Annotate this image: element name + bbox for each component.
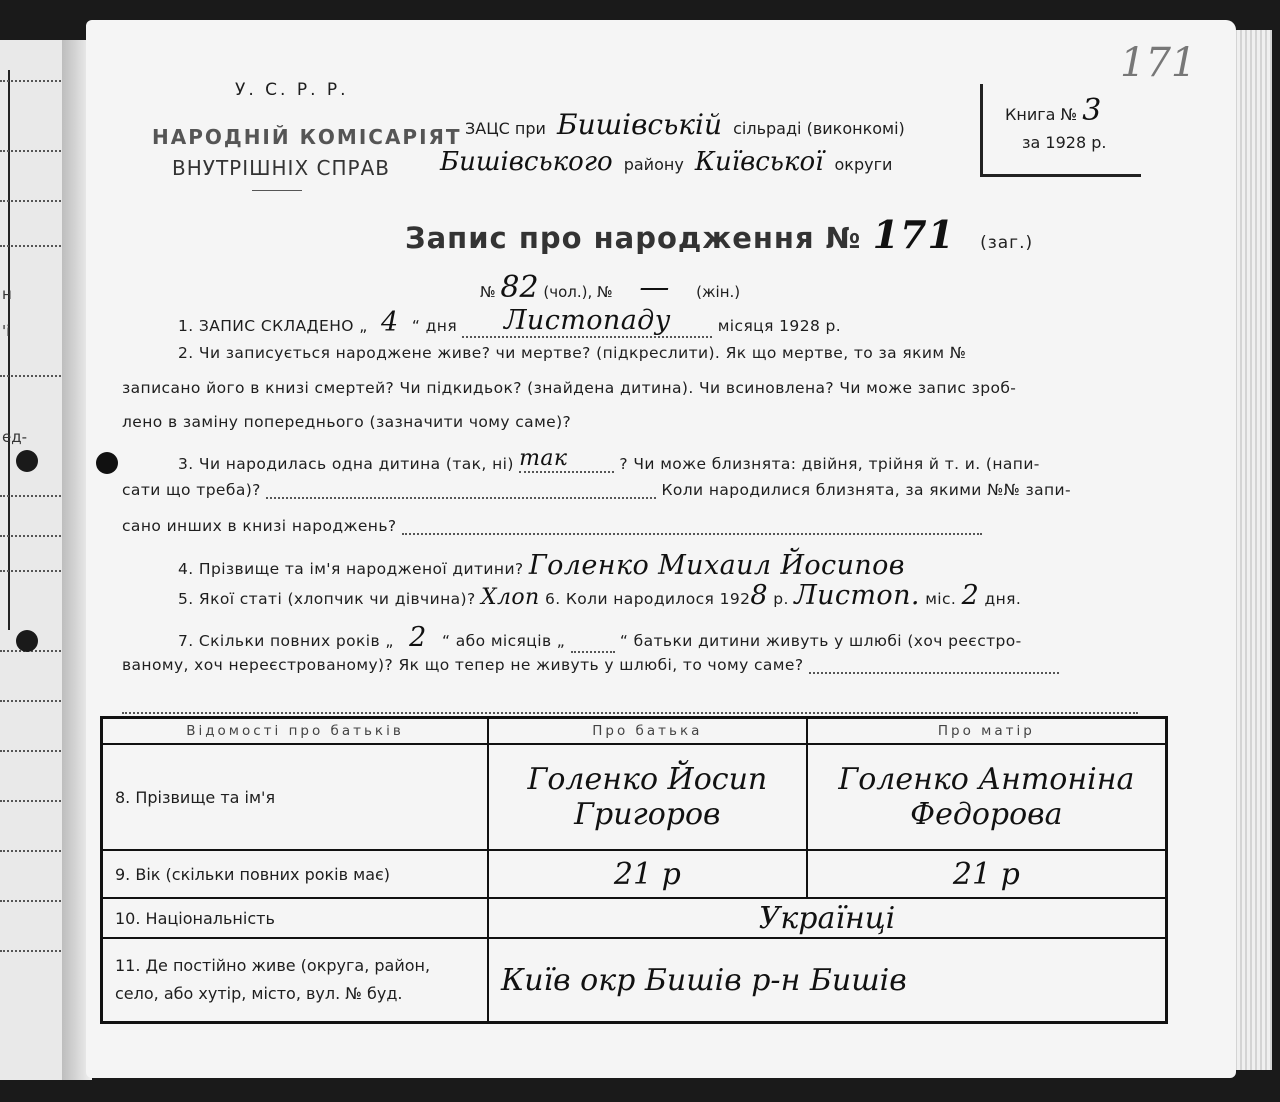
record-subnumbers xyxy=(480,270,740,305)
record-number: 171 xyxy=(872,212,955,257)
row-9-mother: 21 р xyxy=(807,850,1167,898)
item-4 xyxy=(178,550,905,581)
item-3-line-2a: сати що треба)? xyxy=(122,481,261,499)
item-6-mis: міс. xyxy=(925,590,957,608)
male-label: (чол.), № xyxy=(543,283,613,301)
zags-label: ЗАЦС при xyxy=(465,119,546,138)
item-1-suffix: місяця 1928 р. xyxy=(717,317,842,335)
table-row xyxy=(102,938,1167,1023)
item-7 xyxy=(178,622,1022,653)
item-3-line-3-text: сано инших в книзі народжень? xyxy=(122,517,397,535)
district-line xyxy=(440,147,892,177)
book-year: за 1928 р. xyxy=(1022,133,1107,152)
punch-hole xyxy=(16,450,38,472)
item-3-line-2 xyxy=(122,481,1071,499)
item-3 xyxy=(178,446,1040,473)
item-6-dnya: дня. xyxy=(984,590,1022,608)
book-number: 3 xyxy=(1082,93,1102,128)
item-3-line-2b: Коли народилися близнята, за якими №№ запи- xyxy=(661,481,1071,499)
item-5-label: 5. Якої статі (хлопчик чи дівчина)? xyxy=(178,590,476,608)
district-hw: Бишівського xyxy=(440,147,613,177)
item-5-answer: Хлоп xyxy=(480,585,540,610)
item-2-line-1: 2. Чи записується народжене живе? чи мертве? (підкреслити). Як що мертве, то за яким № xyxy=(178,344,967,362)
punch-hole xyxy=(16,630,38,652)
item-7-line-2 xyxy=(122,656,1059,674)
item-7-line-3 xyxy=(122,696,1138,714)
item-4-label: 4. Прізвище та ім'я народженої дитини? xyxy=(178,560,524,578)
row-8-mother: Голенко Антоніна Федорова xyxy=(807,744,1167,850)
book-number-line xyxy=(1005,93,1101,128)
item-6-month: Листоп. xyxy=(794,580,920,611)
book-label: Книга № xyxy=(1005,105,1078,124)
district-label: району xyxy=(623,155,684,174)
no-label: № xyxy=(480,283,496,301)
item-1 xyxy=(178,305,841,338)
zags-village: Бишівській xyxy=(557,108,723,141)
female-number: — xyxy=(639,270,670,305)
punch-hole xyxy=(96,452,118,474)
left-fragment: ед- xyxy=(2,428,28,446)
left-page-border xyxy=(8,70,10,630)
item-2-line-3: лено в заміну попереднього (зазначити чому саме)? xyxy=(122,413,572,431)
item-3-rest: ? Чи може близнята: двійня, трійня й т. и. (напи- xyxy=(619,455,1040,473)
item-1-day-label: “ дня xyxy=(411,317,458,335)
item-6-label: 6. Коли народилося 192 xyxy=(544,590,751,608)
department-header: ВНУТРІШНІХ СПРАВ xyxy=(172,156,390,180)
title-suffix: (заг.) xyxy=(980,233,1034,253)
council-label: сільраді (виконкомі) xyxy=(733,119,905,138)
item-7-line-2-text: ваному, хоч нереєстрованому)? Як що тепер не живуть у шлюбі, то чому саме? xyxy=(122,656,804,674)
item-6-year: 8 xyxy=(750,580,768,611)
left-fragment: 'і xyxy=(2,322,11,340)
row-9-father: 21 р xyxy=(488,850,807,898)
item-1-day: 4 xyxy=(381,307,399,338)
row-10-value: Українці xyxy=(488,898,1167,938)
item-3-line-3 xyxy=(122,517,982,535)
item-7-years: 2 xyxy=(409,622,427,653)
table-row xyxy=(102,850,1167,898)
male-number: 82 xyxy=(500,270,539,305)
item-3-answer: так xyxy=(519,446,568,471)
item-6-day: 2 xyxy=(961,580,980,611)
okruha-label: округи xyxy=(834,155,893,174)
okruha-hw: Київської xyxy=(694,147,824,177)
col-info-header: Відомості про батьків xyxy=(102,718,489,745)
row-8-father: Голенко Йосип Григоров xyxy=(488,744,807,850)
item-3-label: 3. Чи народилась одна дитина (так, ні) xyxy=(178,455,514,473)
item-1-label: 1. ЗАПИС СКЛАДЕНО „ xyxy=(178,317,368,335)
table-row xyxy=(102,744,1167,850)
record-title xyxy=(405,212,1033,257)
row-8-label: 8. Прізвище та ім'я xyxy=(102,744,489,850)
item-2-line-2: записано його в книзі смертей? Чи підкидьок? (знайдена дитина). Чи всиновлена? Чи може запис зроб- xyxy=(122,379,1017,397)
item-6-r: р. xyxy=(773,590,789,608)
row-9-label: 9. Вік (скільки повних років має) xyxy=(102,850,489,898)
table-row xyxy=(102,898,1167,938)
col-mother-header: Про матір xyxy=(807,718,1167,745)
table-header-row xyxy=(102,718,1167,745)
divider xyxy=(252,190,302,191)
zags-line xyxy=(465,108,905,141)
state-header: У. С. Р. Р. xyxy=(235,80,349,100)
row-11-value: Київ окр Бишів р-н Бишів xyxy=(488,938,1167,1023)
female-label: (жін.) xyxy=(696,283,741,301)
row-11-label: 11. Де постійно живе (округа, район, село, або хутір, місто, вул. № буд. xyxy=(102,938,489,1023)
item-1-month: Листопаду xyxy=(504,305,671,336)
item-7-rest: “ батьки дитини живуть у шлюбі (хоч реєстро- xyxy=(619,632,1022,650)
item-5-6 xyxy=(178,580,1021,611)
title-text: Запис про народження № xyxy=(405,221,862,255)
parents-info-table xyxy=(100,716,1168,1024)
commissariat-header: НАРОДНІЙ КОМІСАРІЯТ xyxy=(152,125,462,149)
left-fragment: н xyxy=(2,285,12,303)
col-father-header: Про батька xyxy=(488,718,807,745)
corner-number: 171 xyxy=(1120,40,1197,86)
item-7-mid: “ або місяців „ xyxy=(442,632,566,650)
row-10-label: 10. Національність xyxy=(102,898,489,938)
item-7-label: 7. Скільки повних років „ xyxy=(178,632,394,650)
item-4-answer: Голенко Михаил Йосипов xyxy=(528,550,905,581)
